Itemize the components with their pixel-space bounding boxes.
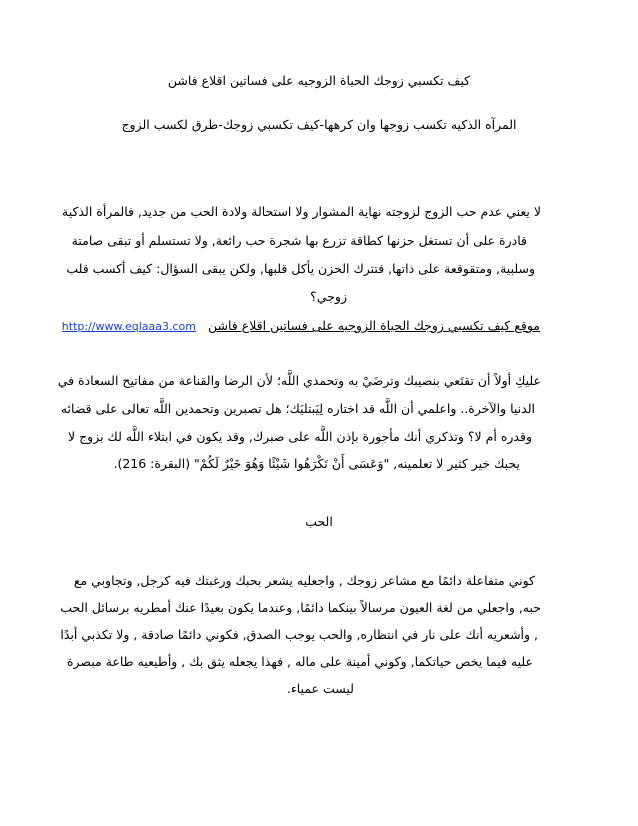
section1-line-3: وقدره أم لا؟ وتذكري أنك مأجورة بإذن اللَّه على صبرك, وقد يكون في ابتلاء اللَّه لك بزوج لا (67, 429, 532, 444)
section2-line-3: , وأشعريه أنك على نار في انتظاره, والحب يوجب الصدق, فكوني دائمًا صادقة , ولا تكذبي أبدًا (60, 627, 538, 642)
intro-line-1: لا يعني عدم حب الزوج لزوجته نهاية المشوار ولا استحالة ولادة الحب من جديد, فالمرأة الذكية (62, 204, 541, 219)
section1-line-2: الدنيا والآخرة.. واعلمي أن اللَّه قد اختاره لِيَبتليَك؛ هل تصبرين وتحمدين اللَّه تعالى على قضائه (60, 401, 535, 416)
section2-line-4: عليه فيما يخص حياتكما, وكوني أمينة على ماله , فهذا يجعله يثق بك , وأطيعيه طاعة مبصرة (66, 654, 533, 669)
section2-line-5: ليست عمياء. (286, 681, 354, 696)
section2-line-2: حبه, واجعلي من لغة العيون مرسالاً بينكما دائمًا, وعندما يكون بعيدًا عنك أمطريه برسائل الحب (60, 600, 541, 615)
source-link-text[interactable]: موقع كيف تكسبي زوجك الحياة الزوجيه على فساتين اقلاع فاشن (207, 318, 540, 333)
section1-line-4: يحبك خير كثير لا تعلمينه, "وَعَسَى أَنْ تَكْرَهُوا شَيْئًا وَهُوَ خَيْرٌ لَكُمْ" (البقرة: 216). (113, 456, 520, 471)
document-subtitle: المرآه الذكيه تكسب زوجها وان كرهها-كيف تكسبي زوجك-طرق لكسب الزوج (121, 117, 517, 132)
source-link-row (62, 318, 540, 333)
section2-line-1: كوني متفاعلة دائمًا مع مشاعر زوجك , واجعليه يشعر بحبك ورغبتك فيه كرجل, وتجاوبي مع (73, 573, 535, 588)
heading-love: الحب (305, 514, 333, 529)
section1-line-1: عليكِ أولاً أن تقتَعي بنصيبك وترضَيْ به وتحمدي اللَّه؛ لأن الرضا والقناعة من مفاتيح السعادة في (57, 373, 541, 388)
intro-line-2: قادرة على أن تستغل حزنها كطاقة تزرع بها شجرة حب رائعة, ولا تستسلم أو تبقى صامتة (71, 233, 527, 248)
source-url-link[interactable]: http://www.eqlaaa3.com (61, 320, 196, 333)
document-title: كيف تكسبي زوجك الحياة الزوجيه على فساتين اقلاع فاشن (167, 73, 471, 88)
intro-line-4: زوجي؟ (310, 289, 347, 304)
intro-line-3: وسلبية, ومتقوقعة على ذاتها, فتترك الحزن يأكل قلبها, ولكن يبقى السؤال: كيف أكسب قلب (66, 261, 535, 276)
